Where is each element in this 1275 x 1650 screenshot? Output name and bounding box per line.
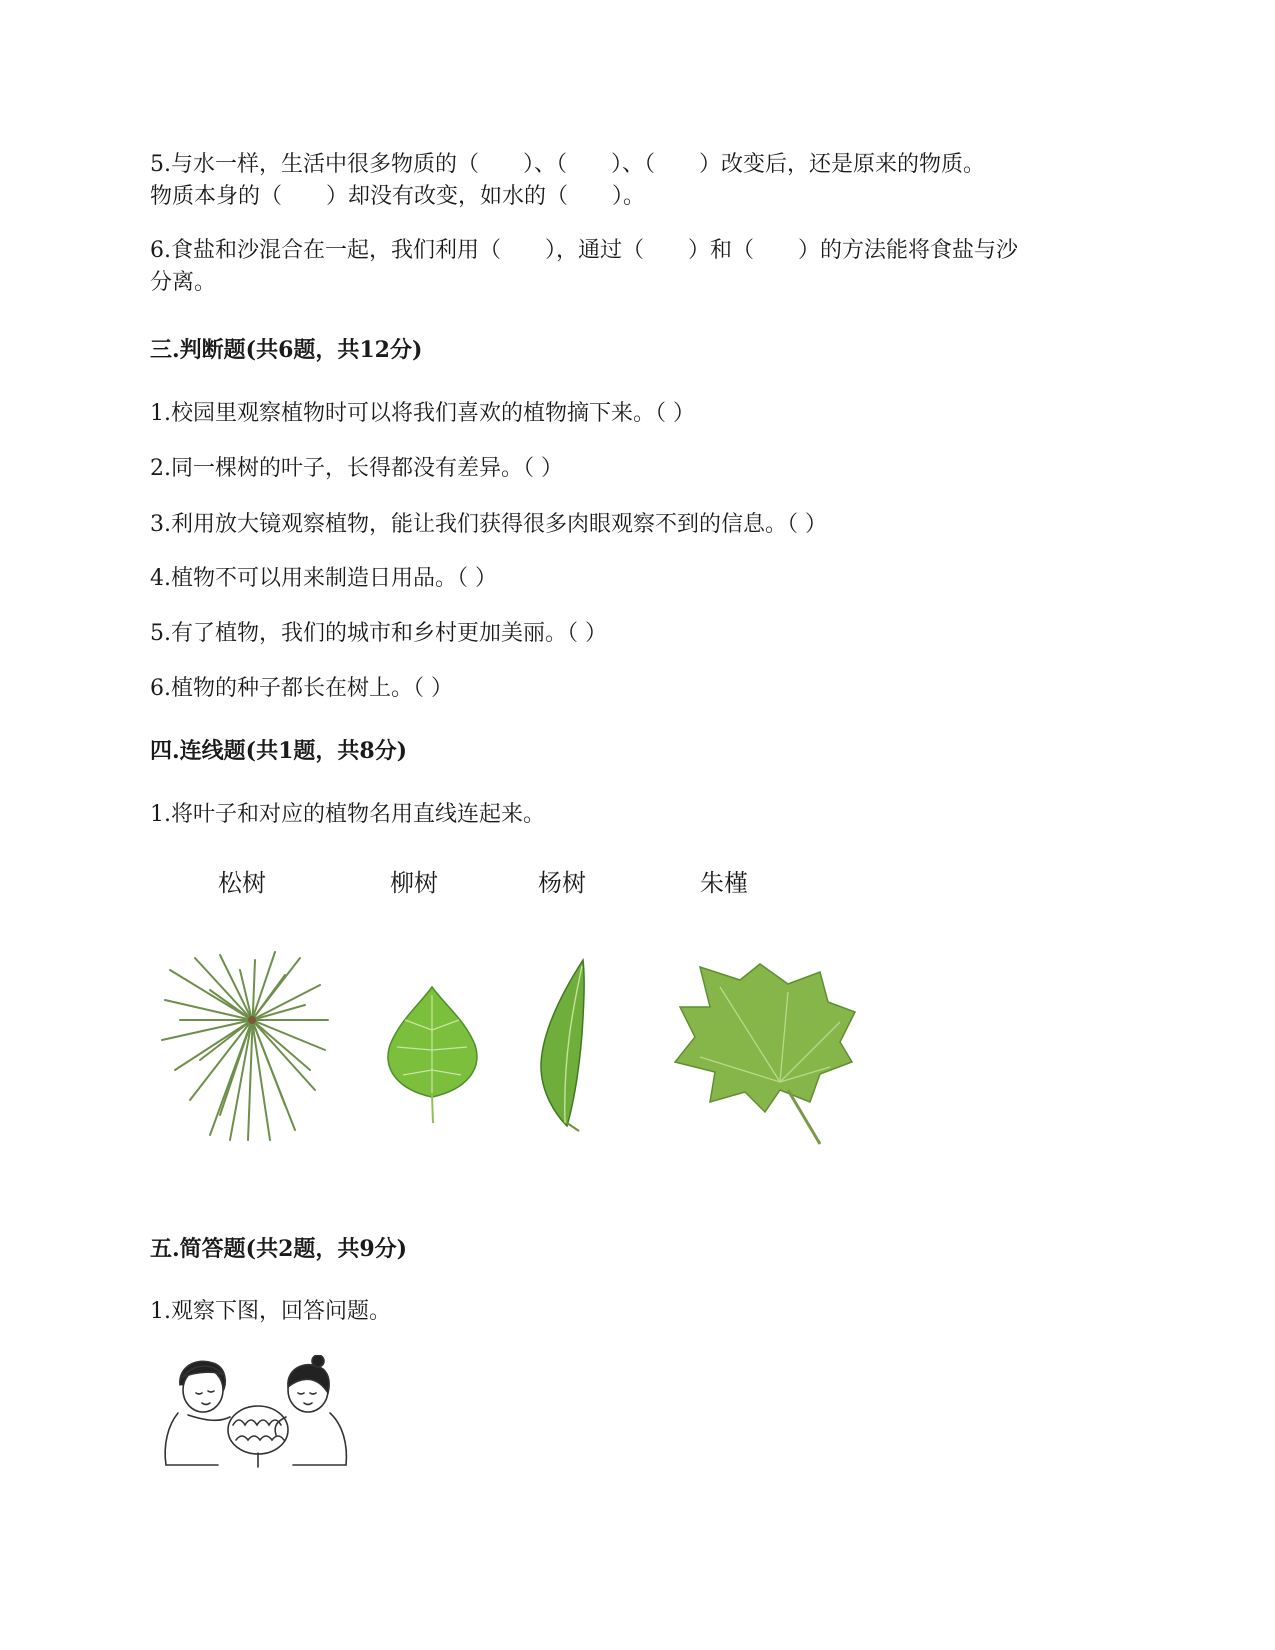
plant-name-willow: 柳树 (390, 869, 438, 897)
heart-leaf-image (385, 985, 480, 1125)
section5-title: 五.简答题(共2题，共9分) (150, 1236, 408, 1262)
judge-question-1: 1.校园里观察植物时可以将我们喜欢的植物摘下来。（ ） (150, 401, 695, 426)
narrow-leaf-image (535, 958, 595, 1133)
judge-question-3: 3.利用放大镜观察植物，能让我们获得很多肉眼观察不到的信息。（ ） (150, 512, 827, 537)
fill-blank-q6-line2: 分离。 (150, 270, 217, 295)
fill-blank-q6-line1: 6.食盐和沙混合在一起，我们利用（ ），通过（ ）和（ ）的方法能将食盐与沙 (150, 238, 1018, 263)
judge-question-4: 4.植物不可以用来制造日用品。（ ） (150, 566, 497, 591)
fill-blank-q5-line2: 物质本身的（ ）却没有改变，如水的（ ）。 (150, 184, 646, 209)
section4-title: 四.连线题(共1题，共8分) (150, 738, 408, 764)
judge-question-6: 6.植物的种子都长在树上。（ ） (150, 676, 453, 701)
maple-leaf-image (670, 962, 860, 1147)
judge-question-2: 2.同一棵树的叶子，长得都没有差异。（ ） (150, 456, 563, 481)
plant-name-pine: 松树 (218, 869, 266, 897)
matching-question: 1.将叶子和对应的植物名用直线连起来。 (150, 802, 545, 827)
pine-needle-leaf-image (160, 950, 330, 1145)
fill-blank-q5-line1: 5.与水一样，生活中很多物质的（ ）、（ ）、（ ）改变后，还是原来的物质。 (150, 152, 985, 177)
short-answer-question: 1.观察下图，回答问题。 (150, 1299, 391, 1324)
children-observing-plant-illustration (158, 1355, 358, 1470)
plant-name-poplar: 杨树 (538, 869, 586, 897)
section3-title: 三.判断题(共6题，共12分) (150, 337, 423, 363)
judge-question-5: 5.有了植物，我们的城市和乡村更加美丽。（ ） (150, 621, 607, 646)
plant-name-hibiscus: 朱槿 (700, 869, 748, 897)
